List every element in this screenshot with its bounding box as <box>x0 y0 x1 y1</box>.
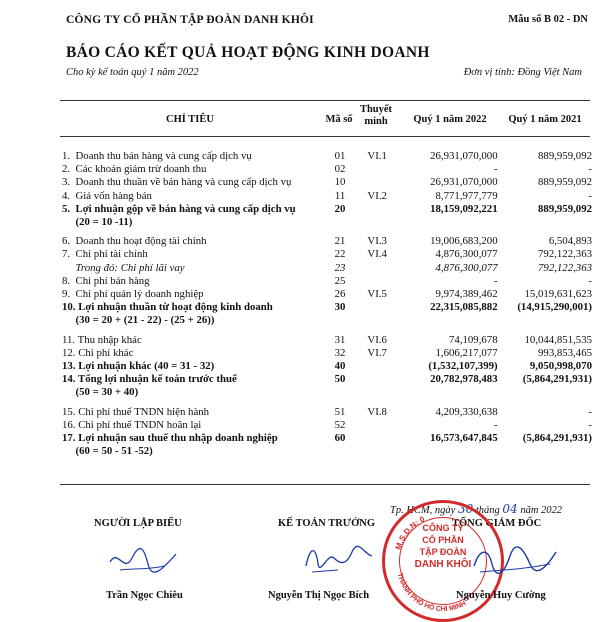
row-item: 9. Chi phí quản lý doanh nghiệp <box>62 288 204 301</box>
row-q1-2021 <box>498 216 592 229</box>
row-q1-2021: 10,044,851,535 <box>524 333 592 346</box>
seal-line-4: DANH KHÔI <box>414 559 472 570</box>
row-note: VI.3 <box>367 235 387 248</box>
row-q1-2022 <box>399 386 497 399</box>
table-row <box>62 216 592 229</box>
table-row <box>62 386 592 399</box>
sign-month: 04 <box>502 502 518 516</box>
row-code: 26 <box>334 288 346 301</box>
seal-line-1: CÔNG TY <box>422 523 464 533</box>
row-code: 22 <box>334 248 346 261</box>
row-q1-2022 <box>399 445 497 458</box>
table-row <box>62 314 592 327</box>
seal-ring-bottom: THÀNH PHỐ HỒ CHÍ MINH <box>395 572 468 614</box>
row-note <box>355 445 399 458</box>
row-q1-2022: 9,974,389,462 <box>435 288 498 301</box>
row-q1-2022: - <box>494 163 498 176</box>
row-q1-2022: 4,876,300,077 <box>435 248 498 261</box>
row-code: 50 <box>334 373 346 386</box>
row-note <box>355 360 399 373</box>
report-title: BÁO CÁO KẾT QUẢ HOẠT ĐỘNG KINH DOANH <box>66 44 430 61</box>
table-row <box>62 288 592 301</box>
row-item: 2. Các khoản giảm trừ doanh thu <box>62 163 207 176</box>
row-q1-2022: 18,159,092,221 <box>430 202 498 215</box>
row-note: VI.2 <box>367 189 387 202</box>
row-note: VI.1 <box>367 150 387 162</box>
row-item: 5. Lợi nhuận gộp về bán hàng và cung cấp dịch vụ <box>62 202 296 215</box>
sign-day: 30 <box>457 502 474 516</box>
row-item: (50 = 30 + 40) <box>62 386 139 399</box>
row-code: 11 <box>334 189 346 202</box>
column-header-note <box>354 104 398 128</box>
general-director-name: Nguyễn Huy Cường <box>456 590 546 601</box>
table-row <box>62 203 592 216</box>
row-q1-2021: 993,853,465 <box>538 346 592 359</box>
row-code: 60 <box>334 432 346 445</box>
income-statement-table <box>62 150 592 458</box>
row-item: 16. Chi phí thuế TNDN hoãn lại <box>62 418 202 431</box>
row-q1-2021: (5,864,291,931) <box>522 373 592 386</box>
row-q1-2021: (5,864,291,931) <box>522 432 592 445</box>
row-note <box>355 203 399 216</box>
column-header-code: Mã số <box>325 114 353 125</box>
row-q1-2022: 4,209,330,638 <box>435 405 498 418</box>
form-number: Mẫu số B 02 - DN <box>508 14 588 25</box>
company-name: CÔNG TY CỔ PHẦN TẬP ĐOÀN DANH KHÔI <box>66 14 314 26</box>
row-q1-2021: 889,959,092 <box>538 176 592 189</box>
row-item: (30 = 20 + (21 - 22) - (25 + 26)) <box>62 314 215 327</box>
table-row <box>62 445 592 458</box>
header-bottom-rule <box>60 136 590 137</box>
row-q1-2021 <box>498 445 592 458</box>
chief-accountant-title: KẾ TOÁN TRƯỞNG <box>278 518 376 529</box>
row-q1-2022 <box>399 314 497 327</box>
row-code: 23 <box>334 261 346 274</box>
row-q1-2022: - <box>494 418 498 431</box>
row-code: 20 <box>334 202 346 215</box>
column-header-note-line1: Thuyết <box>359 104 393 115</box>
row-note <box>355 275 399 288</box>
row-code: 02 <box>334 163 346 176</box>
table-row <box>62 176 592 189</box>
row-q1-2021: 792,122,363 <box>538 261 592 274</box>
row-q1-2021: - <box>588 189 592 202</box>
row-q1-2022: 16,573,647,845 <box>430 432 498 445</box>
row-q1-2022: - <box>494 274 498 287</box>
row-item: 8. Chi phí bán hàng <box>62 274 150 287</box>
general-director-signature <box>470 540 560 580</box>
column-header-q1-2021: Quý 1 năm 2021 <box>508 114 582 125</box>
chief-accountant-name: Nguyễn Thị Ngọc Bích <box>268 590 370 601</box>
table-row <box>62 334 592 347</box>
table-row <box>62 248 592 261</box>
row-note: VI.5 <box>367 288 387 301</box>
row-q1-2021: - <box>588 163 592 176</box>
preparer-title: NGƯỜI LẬP BIỂU <box>94 518 182 529</box>
table-row <box>62 163 592 176</box>
row-code <box>325 386 355 399</box>
sign-year: năm 2022 <box>520 505 563 516</box>
row-note <box>355 373 399 386</box>
table-row <box>62 235 592 248</box>
row-item: 14. Tổng lợi nhuận kế toán trước thuế <box>62 373 237 386</box>
table-row <box>62 275 592 288</box>
row-item: 3. Doanh thu thuần về bán hàng và cung cấp dịch vụ <box>62 176 292 189</box>
row-item: (20 = 10 -11) <box>62 216 133 229</box>
preparer-name: Trần Ngọc Chiêu <box>106 590 183 601</box>
row-note <box>355 419 399 432</box>
row-code: 25 <box>334 274 346 287</box>
month-label: tháng <box>475 505 500 516</box>
row-note: VI.6 <box>367 333 387 346</box>
row-q1-2022: (1,532,107,399) <box>428 360 498 373</box>
row-code: 51 <box>334 405 346 418</box>
table-row <box>62 190 592 203</box>
report-period: Cho kỳ kế toán quý 1 năm 2022 <box>66 67 199 78</box>
table-row <box>62 150 592 163</box>
row-code: 10 <box>334 176 346 189</box>
row-item: Trong đó: Chi phí lãi vay <box>62 261 185 274</box>
preparer-signature <box>104 540 184 580</box>
column-header-item: CHỈ TIÊU <box>166 114 214 125</box>
row-code: 40 <box>334 360 346 373</box>
row-q1-2021: 15,019,631,623 <box>524 288 592 301</box>
table-row <box>62 406 592 419</box>
row-q1-2022: 20,782,978,483 <box>430 373 498 386</box>
row-item: 10. Lợi nhuận thuần từ hoạt động kinh doanh <box>62 301 273 314</box>
row-q1-2022: 26,931,070,000 <box>430 176 498 189</box>
general-director-title: TỔNG GIÁM ĐỐC <box>452 518 542 529</box>
seal-ring-top: M.S.D.N: 0 <box>393 514 427 551</box>
table-bottom-rule <box>60 484 590 485</box>
row-q1-2021: 889,959,092 <box>538 202 592 215</box>
row-q1-2021: - <box>588 405 592 418</box>
row-item: 15. Chi phí thuế TNDN hiện hành <box>62 405 210 418</box>
row-q1-2021: - <box>588 274 592 287</box>
row-q1-2021 <box>498 386 592 399</box>
row-code: 52 <box>334 418 346 431</box>
row-note <box>355 432 399 445</box>
row-note: VI.7 <box>367 346 387 359</box>
table-row <box>62 360 592 373</box>
row-q1-2021: 9,050,998,070 <box>529 360 592 373</box>
row-note: VI.8 <box>367 405 387 418</box>
column-header-note-line2: minh <box>364 116 388 127</box>
row-item: 1. Doanh thu bán hàng và cung cấp dịch vụ <box>62 150 252 162</box>
row-code <box>325 314 355 327</box>
row-note <box>355 176 399 189</box>
row-item: (60 = 50 - 51 -52) <box>62 445 153 458</box>
table-row <box>62 301 592 314</box>
row-q1-2022: 8,771,977,779 <box>435 189 498 202</box>
row-q1-2021: - <box>588 418 592 431</box>
row-q1-2022: 22,315,085,882 <box>430 301 498 314</box>
row-note <box>355 163 399 176</box>
row-item: 13. Lợi nhuận khác (40 = 31 - 32) <box>62 360 215 373</box>
row-q1-2022: 4,876,300,077 <box>435 261 498 274</box>
row-note: VI.4 <box>367 248 387 261</box>
row-note <box>355 314 399 327</box>
row-item: 4. Giá vốn hàng bán <box>62 189 152 202</box>
row-q1-2022: 19,006,683,200 <box>430 235 498 248</box>
table-row <box>62 262 592 275</box>
row-code: 30 <box>334 301 346 314</box>
row-code: 01 <box>334 150 346 162</box>
row-code <box>325 445 355 458</box>
row-item: 7. Chi phí tài chính <box>62 248 148 261</box>
row-note <box>355 301 399 314</box>
row-item: 17. Lợi nhuận sau thuế thu nhập doanh nghiệp <box>62 432 278 445</box>
row-note <box>355 386 399 399</box>
row-code: 31 <box>334 333 346 346</box>
row-note <box>355 262 399 275</box>
header-top-rule <box>60 100 590 101</box>
table-row <box>62 432 592 445</box>
place-prefix: Tp. HCM, ngày <box>390 505 456 516</box>
row-note <box>355 216 399 229</box>
chief-accountant-signature <box>298 536 378 580</box>
seal-line-2: CỔ PHẦN <box>422 535 464 545</box>
row-q1-2022: 26,931,070,000 <box>430 150 498 162</box>
row-code: 21 <box>334 235 346 248</box>
table-row <box>62 347 592 360</box>
row-item: 12. Chi phí khác <box>62 346 134 359</box>
currency-unit: Đơn vị tính: Đồng Việt Nam <box>463 67 582 78</box>
row-q1-2022: 1,606,217,077 <box>435 346 498 359</box>
row-item: 6. Doanh thu hoạt động tài chính <box>62 235 207 248</box>
table-row <box>62 419 592 432</box>
seal-line-3: TẬP ĐOÀN <box>419 547 467 557</box>
column-header-q1-2022: Quý 1 năm 2022 <box>413 114 487 125</box>
row-q1-2022: 74,109,678 <box>449 333 498 346</box>
row-q1-2021: 792,122,363 <box>538 248 592 261</box>
row-item: 11. Thu nhập khác <box>62 333 142 346</box>
row-code <box>325 216 355 229</box>
row-q1-2021: 6,504,893 <box>548 235 592 248</box>
table-row <box>62 373 592 386</box>
income-statement-rows <box>62 150 592 458</box>
row-q1-2022 <box>399 216 497 229</box>
row-code: 32 <box>334 346 346 359</box>
row-q1-2021: (14,915,290,001) <box>517 301 592 314</box>
row-q1-2021: 889,959,092 <box>538 150 592 162</box>
row-q1-2021 <box>498 314 592 327</box>
